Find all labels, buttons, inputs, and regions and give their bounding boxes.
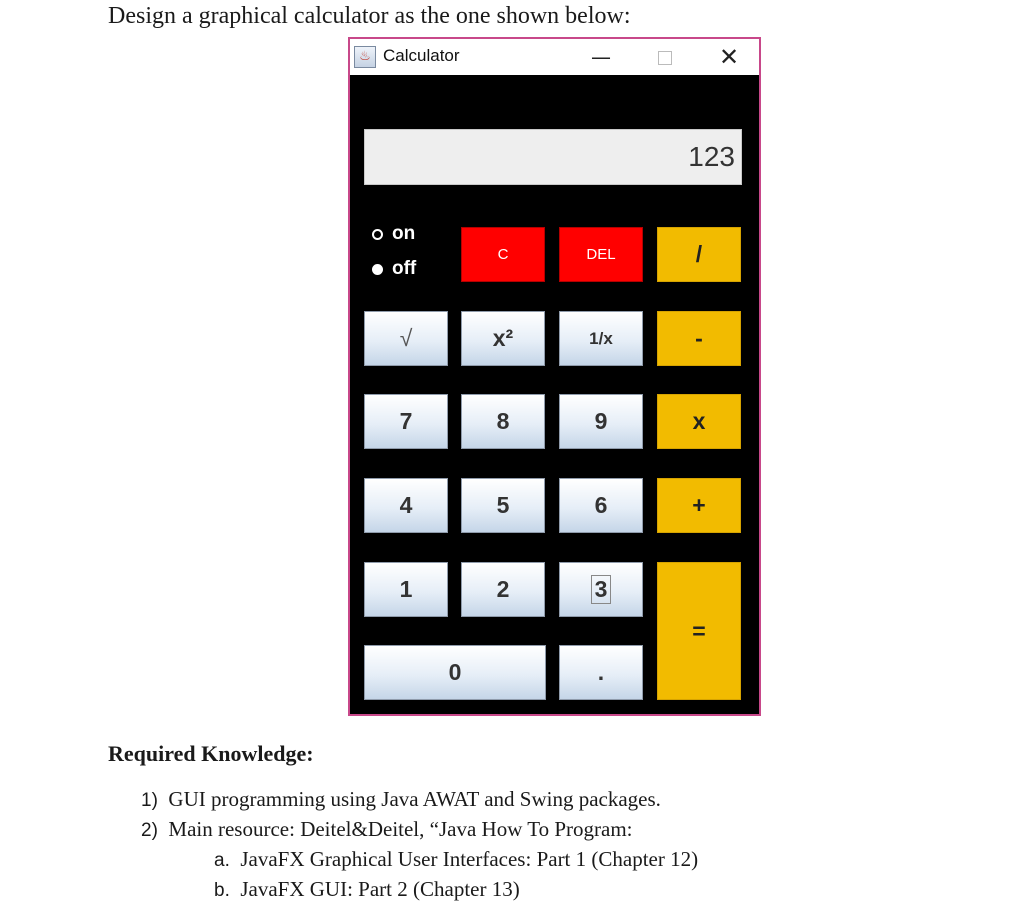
close-button[interactable]: ✕ [718,43,740,71]
intro-text: Design a graphical calculator as the one shown below: [108,3,631,29]
digit-5-button[interactable]: 5 [461,478,545,533]
knowledge-subitem-a-text: JavaFX Graphical User Interfaces: Part 1 (Chapter 12) [240,847,699,871]
digit-9-button[interactable]: 9 [559,394,643,449]
knowledge-subitem-a [214,846,698,874]
knowledge-item-2-text: Main resource: Deitel&Deitel, “Java How To Program: [168,817,633,841]
divide-button[interactable]: / [657,227,741,282]
digit-3-button[interactable] [559,562,643,617]
digit-7-button[interactable]: 7 [364,394,448,449]
digit-3-label: 3 [591,575,612,604]
knowledge-subitem-b [214,876,520,904]
knowledge-subitem-b-marker: b. [214,880,230,901]
calculator-window [348,37,761,716]
plus-button[interactable]: + [657,478,741,533]
digit-8-button[interactable]: 8 [461,394,545,449]
maximize-icon [658,51,672,65]
java-app-icon: ♨ [354,46,376,68]
knowledge-item-2 [141,816,633,844]
clear-button[interactable]: C [461,227,545,282]
radio-on[interactable] [372,223,415,245]
title-bar [350,39,759,75]
minimize-button[interactable]: — [591,45,611,69]
knowledge-item-1-marker: 1) [141,790,158,811]
maximize-button[interactable] [642,41,688,73]
knowledge-subitem-a-marker: a. [214,850,230,871]
delete-button[interactable]: DEL [559,227,643,282]
decimal-point-button[interactable]: . [559,645,643,700]
knowledge-item-1 [141,786,661,814]
window-title: Calculator [383,46,460,65]
display-field[interactable]: 123 [364,129,742,185]
knowledge-item-1-text: GUI programming using Java AWAT and Swing packages. [168,787,661,811]
knowledge-item-2-marker: 2) [141,820,158,841]
reciprocal-button[interactable]: 1/x [559,311,643,366]
square-button[interactable]: x² [461,311,545,366]
multiply-button[interactable]: x [657,394,741,449]
digit-2-button[interactable]: 2 [461,562,545,617]
sqrt-button[interactable]: √ [364,311,448,366]
radio-on-indicator [372,229,383,240]
digit-1-button[interactable]: 1 [364,562,448,617]
digit-6-button[interactable]: 6 [559,478,643,533]
digit-0-button[interactable]: 0 [364,645,546,700]
radio-off-indicator [372,264,383,275]
knowledge-subitem-b-text: JavaFX GUI: Part 2 (Chapter 13) [240,877,520,901]
minus-button[interactable]: - [657,311,741,366]
radio-off-label: off [392,258,417,279]
radio-on-label: on [392,223,416,244]
equals-button[interactable]: = [657,562,741,700]
digit-4-button[interactable]: 4 [364,478,448,533]
required-knowledge-heading: Required Knowledge: [108,741,314,766]
radio-off[interactable] [372,258,416,280]
